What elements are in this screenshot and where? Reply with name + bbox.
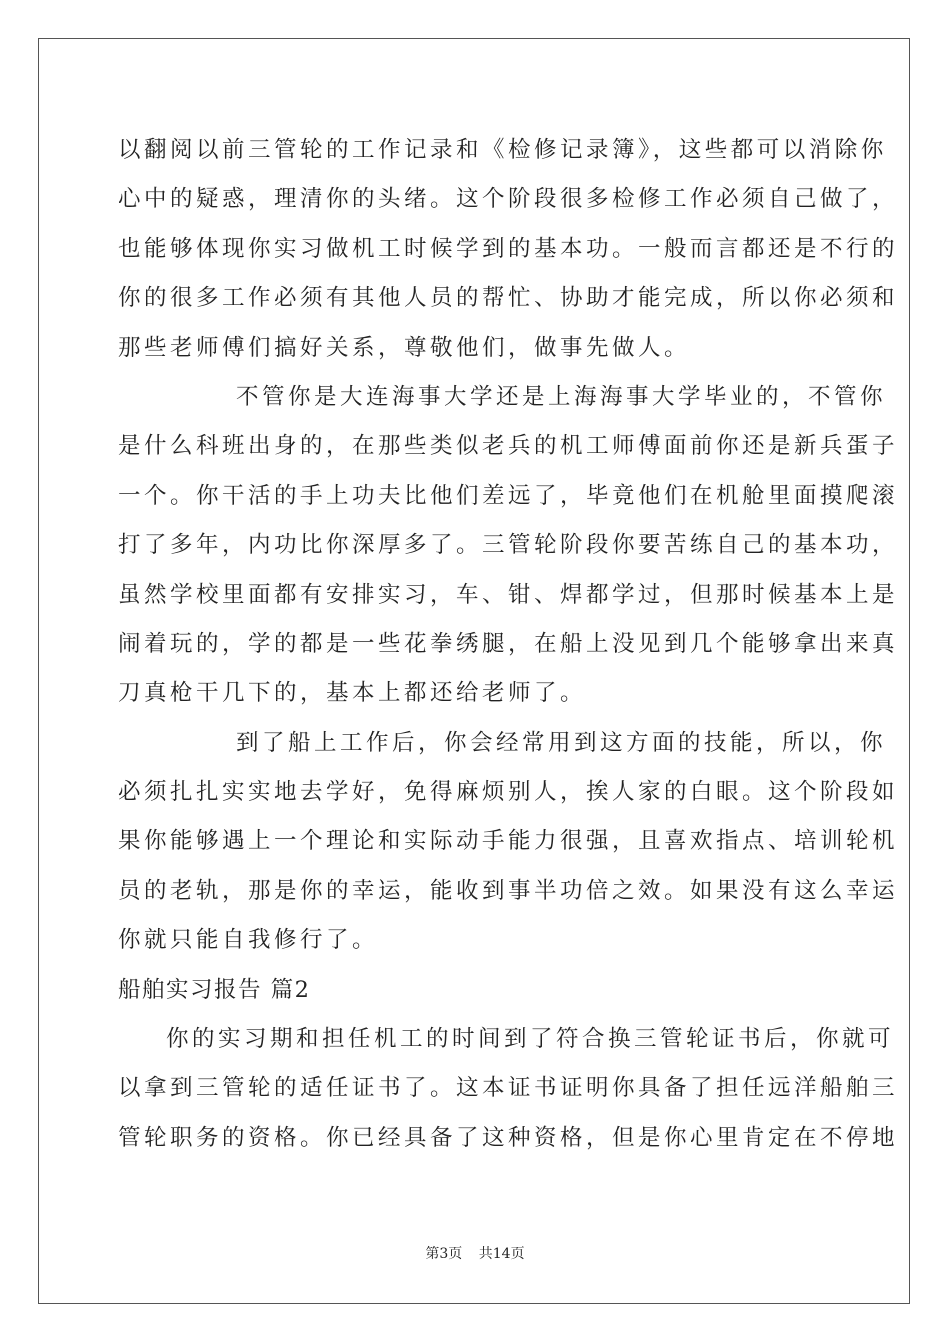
text-line: 心中的疑惑，理清你的头绪。这个阶段很多检修工作必须自己做了，: [118, 186, 899, 213]
paragraph-start: 不管你是大连海事大学还是上海海事大学毕业的，不管你: [236, 383, 887, 410]
page-total: 共14页: [478, 1246, 525, 1262]
page-footer: [0, 1243, 950, 1263]
text-line: 也能够体现你实习做机工时候学到的基本功。一般而言都还是不行的: [118, 235, 899, 262]
text-line: 打了多年，内功比你深厚多了。三管轮阶段你要苦练自己的基本功，: [118, 532, 899, 559]
text-line: 刀真枪干几下的，基本上都还给老师了。: [118, 680, 587, 707]
document-body: [118, 126, 899, 1163]
text-line: 虽然学校里面都有安排实习，车、钳、焊都学过，但那时候基本上是: [118, 581, 899, 608]
text-line: 以拿到三管轮的适任证书了。这本证书证明你具备了担任远洋船舶三: [118, 1075, 899, 1102]
text-line: 果你能够遇上一个理论和实际动手能力很强，且喜欢指点、培训轮机: [118, 828, 899, 855]
text-line: 是什么科班出身的，在那些类似老兵的机工师傅面前你还是新兵蛋子: [118, 433, 899, 460]
text-line: 你的很多工作必须有其他人员的帮忙、协助才能完成，所以你必须和: [118, 285, 899, 312]
text-line: 员的老轨，那是你的幸运，能收到事半功倍之效。如果没有这么幸运: [118, 877, 899, 904]
text-line: 那些老师傅们搞好关系，尊敬他们，做事先做人。: [118, 334, 691, 361]
paragraph-start: 到了船上工作后，你会经常用到这方面的技能，所以，你: [236, 729, 887, 756]
section-heading: 船舶实习报告 篇2: [118, 976, 311, 1003]
text-line: 你就只能自我修行了。: [118, 927, 379, 954]
text-line: 闹着玩的，学的都是一些花拳绣腿，在船上没见到几个能够拿出来真: [118, 630, 899, 657]
text-line: 管轮职务的资格。你已经具备了这种资格，但是你心里肯定在不停地: [118, 1124, 899, 1151]
text-line: 一个。你干活的手上功夫比他们差远了，毕竟他们在机舱里面摸爬滚: [118, 482, 899, 509]
paragraph-start: 你的实习期和担任机工的时间到了符合换三管轮证书后，你就可: [166, 1026, 895, 1053]
text-line: 以翻阅以前三管轮的工作记录和《检修记录簿》，这些都可以消除你: [118, 137, 887, 163]
page-number: 第3页: [425, 1246, 463, 1262]
text-line: 必须扎扎实实地去学好，免得麻烦别人，挨人家的白眼。这个阶段如: [118, 779, 899, 806]
